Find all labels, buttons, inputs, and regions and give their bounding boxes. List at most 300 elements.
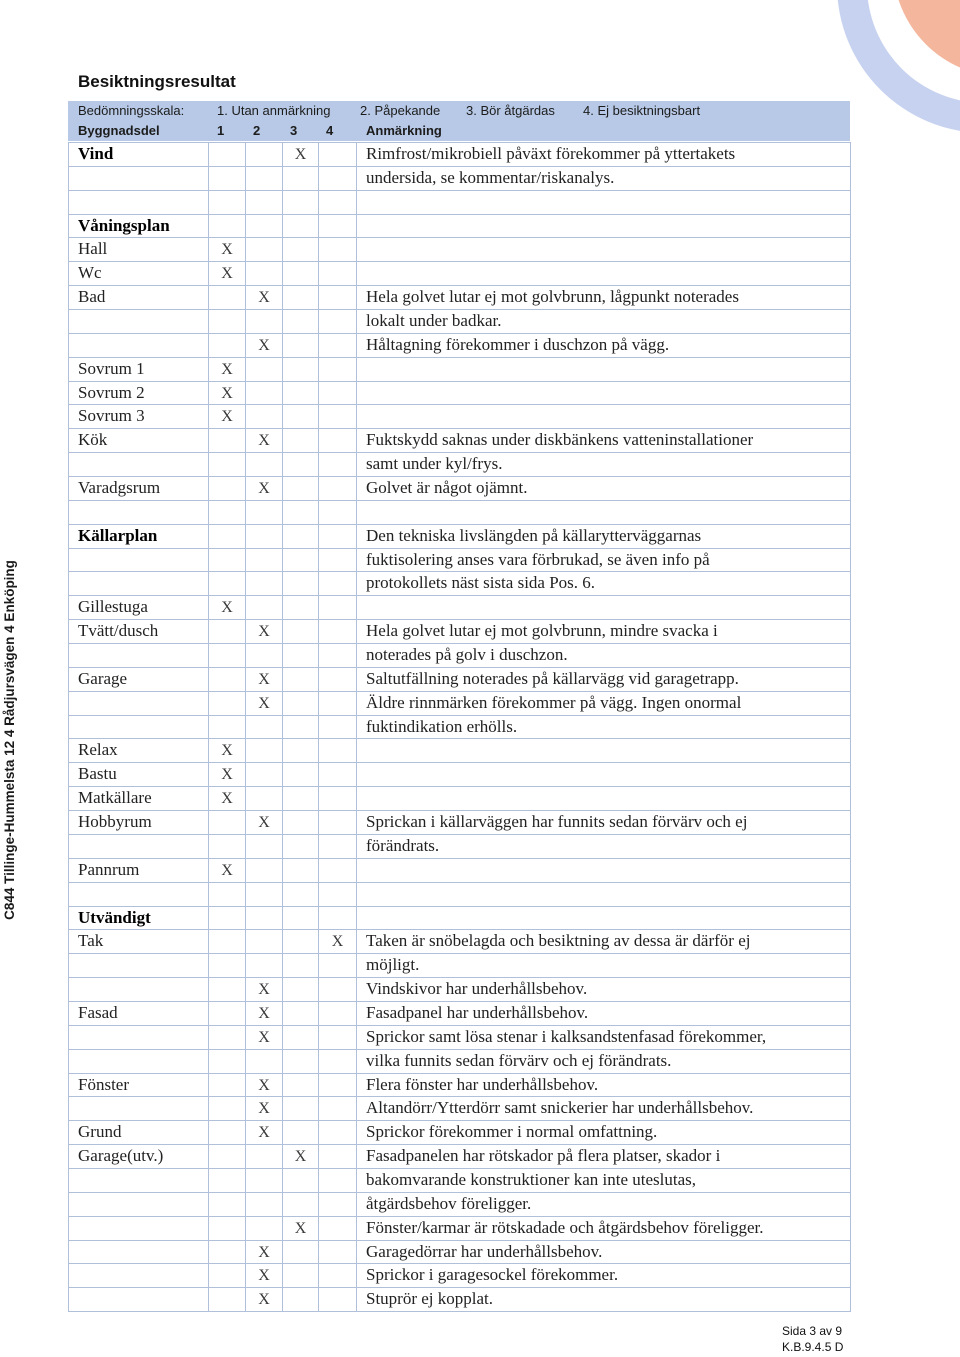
page-title: Besiktningsresultat xyxy=(78,72,236,91)
grade-4-cell xyxy=(319,811,357,835)
grade-2-cell xyxy=(246,549,283,573)
grade-3-cell xyxy=(283,978,319,1002)
grade-2-cell xyxy=(246,930,283,954)
grade-3-cell xyxy=(283,1241,319,1265)
building-part-cell xyxy=(69,334,209,358)
building-part-cell: Tak xyxy=(69,930,209,954)
page-number: Sida 3 av 9 xyxy=(782,1324,843,1338)
remark-cell xyxy=(357,262,851,286)
remark-cell: Altandörr/Ytterdörr samt snickerier har underhållsbehov. xyxy=(357,1097,851,1121)
building-part-cell: Grund xyxy=(69,1121,209,1145)
building-part-cell xyxy=(69,1217,209,1241)
remark-cell: Fönster/karmar är rötskadade och åtgärdsbehov föreligger. xyxy=(357,1217,851,1241)
grade-3-cell xyxy=(283,286,319,310)
grade-1-cell xyxy=(209,859,246,883)
grade-2-cell xyxy=(246,477,283,501)
grade-mark: X xyxy=(258,670,270,688)
grade-3-cell xyxy=(283,716,319,740)
building-part-cell: Kök xyxy=(69,429,209,453)
grade-1-cell xyxy=(209,215,246,239)
grade-1-cell xyxy=(209,167,246,191)
grade-mark: X xyxy=(221,790,233,808)
table-row xyxy=(69,477,851,501)
grade-mark: X xyxy=(258,1124,270,1142)
table-row xyxy=(69,763,851,787)
grade-2-cell xyxy=(246,1193,283,1217)
grade-1-cell xyxy=(209,1097,246,1121)
table-row xyxy=(69,716,851,740)
grade-mark: X xyxy=(258,432,270,450)
grade-mark: X xyxy=(258,1028,270,1046)
grade-2-cell xyxy=(246,310,283,334)
table-row xyxy=(69,191,851,215)
grade-mark: X xyxy=(294,146,307,163)
grade-1-cell xyxy=(209,572,246,596)
grade-4-cell xyxy=(319,549,357,573)
grade-mark: X xyxy=(331,933,344,951)
grade-1-cell xyxy=(209,1169,246,1193)
grade-1-cell xyxy=(209,405,246,429)
grade-4-cell xyxy=(319,143,357,167)
remark-cell: Saltutfällning noterades på källarvägg vid garagetrapp. xyxy=(357,668,851,692)
grade-3-cell xyxy=(283,835,319,859)
remark-cell: Fasadpanelen har rötskador på flera platser, skador i xyxy=(357,1145,851,1169)
grade-2-cell xyxy=(246,1074,283,1098)
grade-1-cell xyxy=(209,716,246,740)
grade-2-cell xyxy=(246,501,283,525)
grade-mark: X xyxy=(258,814,270,832)
building-part-cell xyxy=(69,644,209,668)
table-row xyxy=(69,692,851,716)
scale-label: Bedömningsskala: xyxy=(78,103,185,118)
building-part-cell: Gillestuga xyxy=(69,596,209,620)
grade-2-cell xyxy=(246,811,283,835)
building-part-cell: Bad xyxy=(69,286,209,310)
grade-4-cell xyxy=(319,453,357,477)
grade-mark: X xyxy=(258,289,270,307)
remark-cell xyxy=(357,907,851,931)
remark-cell xyxy=(357,191,851,215)
remark-cell: protokollets näst sista sida Pos. 6. xyxy=(357,572,851,596)
building-part-cell: Sovrum 1 xyxy=(69,358,209,382)
table-row xyxy=(69,501,851,525)
table-row xyxy=(69,1241,851,1265)
grade-mark: X xyxy=(258,1291,270,1309)
grade-1-cell xyxy=(209,501,246,525)
building-part-cell xyxy=(69,692,209,716)
remark-cell: lokalt under badkar. xyxy=(357,310,851,334)
grade-3-cell xyxy=(283,1050,319,1074)
building-part-cell: Hall xyxy=(69,238,209,262)
remark-cell: Sprickor förekommer i normal omfattning. xyxy=(357,1121,851,1145)
table-row xyxy=(69,1074,851,1098)
grade-1-cell xyxy=(209,1241,246,1265)
table-row xyxy=(69,811,851,835)
grade-2-cell xyxy=(246,1217,283,1241)
building-part-cell xyxy=(69,501,209,525)
table-row xyxy=(69,1002,851,1026)
grade-4-cell xyxy=(319,1288,357,1312)
document-side-label: C844 Tillinge-Hummelsta 12 4 Rådjursvägen 4 Enköping xyxy=(2,560,17,920)
building-part-cell xyxy=(69,549,209,573)
building-part-cell: Relax xyxy=(69,739,209,763)
grade-3-cell xyxy=(283,262,319,286)
grade-4-cell xyxy=(319,930,357,954)
building-part-cell xyxy=(69,310,209,334)
grade-4-cell xyxy=(319,358,357,382)
grade-3-cell xyxy=(283,1169,319,1193)
table-row xyxy=(69,262,851,286)
table-row xyxy=(69,167,851,191)
remark-cell: Vindskivor har underhållsbehov. xyxy=(357,978,851,1002)
grade-4-cell xyxy=(319,1217,357,1241)
grade-4-cell xyxy=(319,835,357,859)
remark-cell: Stuprör ej kopplat. xyxy=(357,1288,851,1312)
grade-1-cell xyxy=(209,286,246,310)
grade-4-cell xyxy=(319,262,357,286)
grade-2-cell xyxy=(246,382,283,406)
table-row xyxy=(69,1050,851,1074)
table-row xyxy=(69,549,851,573)
table-row xyxy=(69,1145,851,1169)
remark-cell: förändrats. xyxy=(357,835,851,859)
grade-1-cell xyxy=(209,1145,246,1169)
grade-1-cell xyxy=(209,692,246,716)
grade-4-cell xyxy=(319,1002,357,1026)
building-part-cell: Utvändigt xyxy=(69,907,209,931)
remark-cell: bakomvarande konstruktioner kan inte uteslutas, xyxy=(357,1169,851,1193)
grade-4-cell xyxy=(319,525,357,549)
grade-3-cell xyxy=(283,668,319,692)
grade-3-cell xyxy=(283,334,319,358)
table-row xyxy=(69,596,851,620)
table-row xyxy=(69,238,851,262)
remark-cell: Den tekniska livslängden på källarytterväggarnas xyxy=(357,525,851,549)
grade-2-cell xyxy=(246,143,283,167)
remark-cell: Rimfrost/mikrobiell påväxt förekommer på yttertakets xyxy=(357,143,851,167)
grade-2-cell xyxy=(246,883,283,907)
grade-2-cell xyxy=(246,835,283,859)
remark-cell: möjligt. xyxy=(357,954,851,978)
grade-2-cell xyxy=(246,978,283,1002)
grade-4-cell xyxy=(319,1074,357,1098)
grade-3-cell xyxy=(283,525,319,549)
remark-cell: Hela golvet lutar ej mot golvbrunn, lågpunkt noterades xyxy=(357,286,851,310)
grade-1-cell xyxy=(209,978,246,1002)
grade-3-cell xyxy=(283,238,319,262)
grade-4-cell xyxy=(319,429,357,453)
building-part-cell: Varadgsrum xyxy=(69,477,209,501)
grade-3-cell xyxy=(283,1145,319,1169)
grade-4-cell xyxy=(319,167,357,191)
grade-3-cell xyxy=(283,763,319,787)
table-row xyxy=(69,358,851,382)
table-row xyxy=(69,429,851,453)
grade-4-cell xyxy=(319,191,357,215)
remark-cell xyxy=(357,787,851,811)
grade-mark: X xyxy=(258,694,270,712)
grade-4-cell xyxy=(319,859,357,883)
grade-1-cell xyxy=(209,739,246,763)
grade-1-cell xyxy=(209,334,246,358)
grade-4-cell xyxy=(319,978,357,1002)
grade-2-cell xyxy=(246,859,283,883)
building-part-cell xyxy=(69,978,209,1002)
table-row xyxy=(69,620,851,644)
table-row xyxy=(69,739,851,763)
column-header-grade-2: 2 xyxy=(253,123,261,138)
remark-cell: Fasadpanel har underhållsbehov. xyxy=(357,1002,851,1026)
grade-1-cell xyxy=(209,596,246,620)
table-row xyxy=(69,787,851,811)
table-header xyxy=(68,101,850,141)
table-row xyxy=(69,572,851,596)
grade-3-cell xyxy=(283,1121,319,1145)
building-part-cell: Fasad xyxy=(69,1002,209,1026)
building-part-cell xyxy=(69,1241,209,1265)
document-code: K.B.9.4.5 D xyxy=(782,1340,844,1354)
grade-2-cell xyxy=(246,405,283,429)
grade-1-cell xyxy=(209,1217,246,1241)
grade-4-cell xyxy=(319,787,357,811)
grade-4-cell xyxy=(319,668,357,692)
building-part-cell: Bastu xyxy=(69,763,209,787)
grade-2-cell xyxy=(246,262,283,286)
remark-cell: Hela golvet lutar ej mot golvbrunn, mindre svacka i xyxy=(357,620,851,644)
table-row xyxy=(69,1193,851,1217)
table-row xyxy=(69,382,851,406)
grade-1-cell xyxy=(209,262,246,286)
grade-1-cell xyxy=(209,883,246,907)
grade-2-cell xyxy=(246,668,283,692)
grade-3-cell xyxy=(283,1193,319,1217)
table-row xyxy=(69,405,851,429)
grade-1-cell xyxy=(209,930,246,954)
grade-2-cell xyxy=(246,596,283,620)
grade-3-cell xyxy=(283,572,319,596)
grade-3-cell xyxy=(283,1097,319,1121)
remark-cell: vilka funnits sedan förvärv och ej förändrats. xyxy=(357,1050,851,1074)
grade-4-cell xyxy=(319,1264,357,1288)
grade-4-cell xyxy=(319,644,357,668)
table-row xyxy=(69,215,851,239)
table-row xyxy=(69,883,851,907)
grade-3-cell xyxy=(283,596,319,620)
building-part-cell xyxy=(69,883,209,907)
grade-mark: X xyxy=(221,861,233,879)
remark-cell xyxy=(357,382,851,406)
grade-1-cell xyxy=(209,429,246,453)
column-header-grade-4: 4 xyxy=(326,123,334,138)
grade-1-cell xyxy=(209,238,246,262)
grade-1-cell xyxy=(209,310,246,334)
grade-mark: X xyxy=(258,480,270,498)
grade-4-cell xyxy=(319,1097,357,1121)
building-part-cell: Pannrum xyxy=(69,859,209,883)
grade-mark: X xyxy=(221,241,233,259)
remark-cell: fuktindikation erhölls. xyxy=(357,716,851,740)
column-header-remark: Anmärkning xyxy=(366,123,442,138)
grade-4-cell xyxy=(319,596,357,620)
grade-2-cell xyxy=(246,739,283,763)
grade-1-cell xyxy=(209,787,246,811)
building-part-cell: Källarplan xyxy=(69,525,209,549)
grade-2-cell xyxy=(246,1121,283,1145)
grade-3-cell xyxy=(283,811,319,835)
grade-2-cell xyxy=(246,620,283,644)
grade-2-cell xyxy=(246,716,283,740)
grade-mark: X xyxy=(258,1267,270,1285)
grade-2-cell xyxy=(246,358,283,382)
grade-4-cell xyxy=(319,382,357,406)
remark-cell xyxy=(357,739,851,763)
grade-2-cell xyxy=(246,1002,283,1026)
building-part-cell xyxy=(69,835,209,859)
building-part-cell: Vind xyxy=(69,143,209,167)
grade-mark: X xyxy=(258,336,270,354)
table-row xyxy=(69,907,851,931)
column-header-grade-3: 3 xyxy=(290,123,298,138)
building-part-cell xyxy=(69,572,209,596)
grade-1-cell xyxy=(209,763,246,787)
grade-1-cell xyxy=(209,549,246,573)
grade-4-cell xyxy=(319,954,357,978)
table-row xyxy=(69,954,851,978)
grade-4-cell xyxy=(319,1193,357,1217)
table-row xyxy=(69,644,851,668)
grade-3-cell xyxy=(283,1264,319,1288)
grade-3-cell xyxy=(283,1026,319,1050)
building-part-cell xyxy=(69,1264,209,1288)
table-row xyxy=(69,930,851,954)
building-part-cell xyxy=(69,453,209,477)
grade-1-cell xyxy=(209,1074,246,1098)
building-part-cell xyxy=(69,954,209,978)
remark-cell: åtgärdsbehov föreligger. xyxy=(357,1193,851,1217)
grade-3-cell xyxy=(283,429,319,453)
building-part-cell xyxy=(69,1169,209,1193)
grade-3-cell xyxy=(283,883,319,907)
grade-3-cell xyxy=(283,1288,319,1312)
building-part-cell: Wc xyxy=(69,262,209,286)
grade-mark: X xyxy=(294,1148,307,1166)
grade-1-cell xyxy=(209,453,246,477)
grade-mark: X xyxy=(258,1076,270,1094)
grade-1-cell xyxy=(209,1002,246,1026)
grade-3-cell xyxy=(283,382,319,406)
grade-3-cell xyxy=(283,644,319,668)
grade-3-cell xyxy=(283,501,319,525)
grade-4-cell xyxy=(319,883,357,907)
scale-level-2: 2. Påpekande xyxy=(360,103,441,118)
grade-3-cell xyxy=(283,453,319,477)
remark-cell xyxy=(357,358,851,382)
building-part-cell xyxy=(69,167,209,191)
grade-2-cell xyxy=(246,1050,283,1074)
grade-3-cell xyxy=(283,477,319,501)
grade-2-cell xyxy=(246,763,283,787)
grade-4-cell xyxy=(319,739,357,763)
grade-2-cell xyxy=(246,191,283,215)
grade-3-cell xyxy=(283,405,319,429)
grade-3-cell xyxy=(283,310,319,334)
grade-2-cell xyxy=(246,238,283,262)
remark-cell xyxy=(357,215,851,239)
grade-mark: X xyxy=(221,599,233,617)
grade-2-cell xyxy=(246,215,283,239)
table-row xyxy=(69,1097,851,1121)
table-row xyxy=(69,334,851,358)
grade-2-cell xyxy=(246,954,283,978)
grade-2-cell xyxy=(246,1145,283,1169)
grade-2-cell xyxy=(246,334,283,358)
building-part-cell: Sovrum 3 xyxy=(69,405,209,429)
table-row xyxy=(69,1264,851,1288)
remark-cell xyxy=(357,501,851,525)
building-part-cell xyxy=(69,1050,209,1074)
grade-4-cell xyxy=(319,1121,357,1145)
grade-mark: X xyxy=(221,384,233,402)
grade-3-cell xyxy=(283,358,319,382)
grade-1-cell xyxy=(209,525,246,549)
table-row xyxy=(69,525,851,549)
grade-2-cell xyxy=(246,907,283,931)
building-part-cell xyxy=(69,1026,209,1050)
building-part-cell: Fönster xyxy=(69,1074,209,1098)
building-part-cell: Våningsplan xyxy=(69,215,209,239)
grade-4-cell xyxy=(319,477,357,501)
building-part-cell xyxy=(69,191,209,215)
grade-4-cell xyxy=(319,1026,357,1050)
grade-4-cell xyxy=(319,620,357,644)
building-part-cell xyxy=(69,716,209,740)
grade-1-cell xyxy=(209,143,246,167)
grade-2-cell xyxy=(246,572,283,596)
building-part-cell xyxy=(69,1193,209,1217)
grade-3-cell xyxy=(283,549,319,573)
building-part-cell: Hobbyrum xyxy=(69,811,209,835)
building-part-cell: Sovrum 2 xyxy=(69,382,209,406)
scale-level-3: 3. Bör åtgärdas xyxy=(466,103,555,118)
grade-1-cell xyxy=(209,1121,246,1145)
grade-4-cell xyxy=(319,1169,357,1193)
grade-2-cell xyxy=(246,1026,283,1050)
table-row xyxy=(69,668,851,692)
column-header-grade-1: 1 xyxy=(217,123,225,138)
table-row xyxy=(69,978,851,1002)
remark-cell xyxy=(357,596,851,620)
scale-level-4: 4. Ej besiktningsbart xyxy=(583,103,701,118)
remark-cell: Taken är snöbelagda och besiktning av dessa är därför ej xyxy=(357,930,851,954)
grade-2-cell xyxy=(246,1241,283,1265)
grade-2-cell xyxy=(246,167,283,191)
grade-2-cell xyxy=(246,525,283,549)
grade-3-cell xyxy=(283,1217,319,1241)
grade-mark: X xyxy=(221,265,233,283)
grade-3-cell xyxy=(283,859,319,883)
grade-4-cell xyxy=(319,572,357,596)
grade-1-cell xyxy=(209,358,246,382)
grade-4-cell xyxy=(319,334,357,358)
grade-2-cell xyxy=(246,1288,283,1312)
grade-2-cell xyxy=(246,644,283,668)
grade-3-cell xyxy=(283,954,319,978)
grade-3-cell xyxy=(283,143,319,167)
remark-cell: fuktisolering anses vara förbrukad, se även info på xyxy=(357,549,851,573)
grade-mark: X xyxy=(221,766,233,784)
grade-3-cell xyxy=(283,215,319,239)
remark-cell: Garagedörrar har underhållsbehov. xyxy=(357,1241,851,1265)
